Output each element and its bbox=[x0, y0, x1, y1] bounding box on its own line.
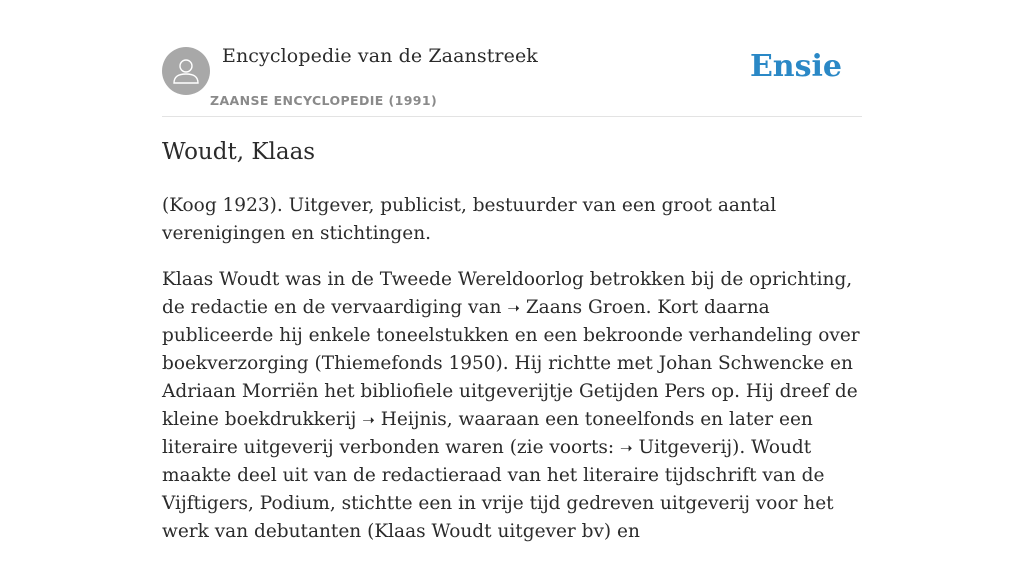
intro-paragraph: (Koog 1923). Uitgever, publicist, bestuurder van een groot aantal verenigingen en stichtingen. bbox=[162, 195, 777, 244]
avatar[interactable] bbox=[162, 47, 210, 95]
source-header bbox=[162, 0, 862, 117]
xref-link-uitgeverij[interactable]: Uitgeverij bbox=[638, 437, 733, 458]
main-paragraph bbox=[162, 266, 862, 546]
paragraph-text: ). Woudt maakte deel uit van de redactieraad van het literaire tijdschrift van de Vijftigers, Podium, stichtte een in vrije tijd gedreven uitgeverij voor het werk van debutanten (Klaas Woudt uitgever bv) en bbox=[162, 437, 834, 542]
article-title: Woudt, Klaas bbox=[162, 139, 316, 165]
paragraph-text: . Kort daarna publiceerde hij enkele toneelstukken en een bekroonde verhandeling over boekverzorging (Thiemefonds 1950). Hij richtte met Johan Schwencke en Adriaan Morriën het bibliofiele uitgeverijtje Getijden Pers op. Hij dreef de kleine boekdrukkerij bbox=[162, 297, 860, 430]
article-page bbox=[162, 0, 862, 542]
paragraph-text: , waaraan een toneelfonds en later een literaire uitgeverij verbonden waren (zie voorts: bbox=[162, 409, 813, 458]
xref-link-heijnis[interactable]: Heijnis bbox=[380, 409, 447, 430]
xref-link-zaans-groen[interactable]: Zaans Groen bbox=[525, 297, 646, 318]
source-title[interactable]: Encyclopedie van de Zaanstreek bbox=[222, 45, 538, 67]
arrow-right-icon: ➝ bbox=[362, 411, 375, 429]
arrow-right-icon: ➝ bbox=[620, 439, 633, 457]
article-body bbox=[162, 192, 862, 564]
arrow-right-icon: ➝ bbox=[507, 299, 520, 317]
source-subtitle: ZAANSE ENCYCLOPEDIE (1991) bbox=[210, 93, 438, 108]
brand-logo[interactable]: Ensie bbox=[749, 49, 842, 84]
user-icon bbox=[162, 47, 210, 95]
paragraph-text: Klaas Woudt was in de Tweede Wereldoorlog betrokken bij de oprichting, de redactie en de vervaardiging van bbox=[162, 269, 853, 318]
